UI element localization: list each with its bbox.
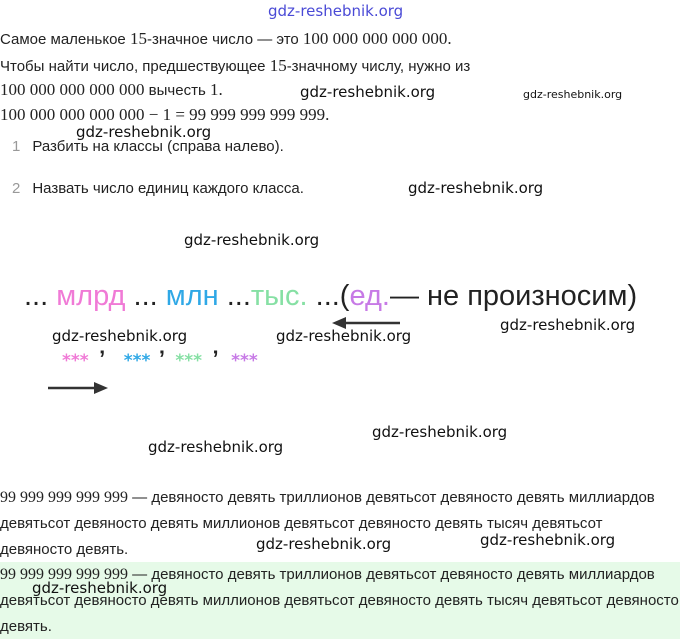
watermark: gdz-reshebnik.org xyxy=(76,123,212,141)
watermark-small: gdz-reshebnik.org xyxy=(523,88,623,101)
intro-line-2 xyxy=(0,56,470,76)
math-15: 15 xyxy=(269,56,287,75)
ellipsis: ... xyxy=(24,280,57,312)
not-pronounced-note: — не произносим) xyxy=(389,280,638,312)
digit-group-mln: *** xyxy=(123,351,151,371)
watermark: gdz-reshebnik.org xyxy=(184,231,320,249)
math-number: 100 000 000 000 000 xyxy=(0,80,145,99)
intro-line-1 xyxy=(0,29,452,49)
class-tys: тыс. xyxy=(250,280,308,312)
watermark: gdz-reshebnik.org xyxy=(300,83,436,101)
ellipsis: ...( xyxy=(307,280,350,312)
class-separator: ’ xyxy=(99,346,106,371)
intro-text: Чтобы найти число, предшествующее xyxy=(0,58,270,75)
intro-text: -значное число — это xyxy=(146,31,303,48)
answer-text: — девяносто девять триллионов девятьсот девяносто девять миллиардов девятьсот девяносто девять миллионов девятьсот девяносто девять тысяч девятьсот девяносто девять. xyxy=(0,489,655,558)
watermark: gdz-reshebnik.org xyxy=(408,179,544,197)
step-item xyxy=(12,138,284,155)
intro-text: -значному числу, нужно из xyxy=(286,58,471,75)
step-number: 1 xyxy=(12,138,21,155)
class-mln: млн xyxy=(165,280,219,312)
step-number: 2 xyxy=(12,180,21,197)
digit-group-ed: *** xyxy=(231,351,258,371)
math-15: 15 xyxy=(129,29,147,48)
intro-text: вычесть xyxy=(144,82,210,99)
intro-text: Самое маленькое xyxy=(0,31,130,48)
watermark: gdz-reshebnik.org xyxy=(372,423,508,441)
watermark: gdz-reshebnik.org xyxy=(52,327,188,345)
math-number: 100 000 000 000 000. xyxy=(302,29,452,48)
digit-group-tys: *** xyxy=(175,351,203,371)
arrow-right-icon xyxy=(46,380,110,396)
watermark: gdz-reshebnik.org xyxy=(480,531,616,549)
step-text: Разбить на классы (справа налево). xyxy=(32,138,284,155)
watermark: gdz-reshebnik.org xyxy=(256,535,392,553)
answer-number: 99 999 999 999 999 xyxy=(0,489,128,506)
class-separator: ’ xyxy=(158,346,165,371)
math-1: 1. xyxy=(209,80,223,99)
intro-line-3 xyxy=(0,80,223,100)
class-separator: ’ xyxy=(212,346,219,371)
ellipsis: ... xyxy=(125,280,166,312)
step-item xyxy=(12,180,304,197)
answer-text: — девяносто девять триллионов девятьсот девяносто девять миллиардов девятьсот девяносто девять миллионов девятьсот девяносто девять тысяч девятьсот девяносто девять. xyxy=(0,566,679,635)
ellipsis: ... xyxy=(218,280,251,312)
answer-paragraph-highlighted xyxy=(0,562,680,639)
class-groups-row xyxy=(62,346,258,372)
class-mlrd: млрд xyxy=(56,280,126,312)
class-diagram xyxy=(24,280,637,313)
watermark: gdz-reshebnik.org xyxy=(32,579,168,597)
intro-equation: 100 000 000 000 000 − 1 = 99 999 999 999 999. xyxy=(0,105,330,124)
watermark: gdz-reshebnik.org xyxy=(500,316,636,334)
watermark: gdz-reshebnik.org xyxy=(276,327,412,345)
watermark-top: gdz-reshebnik.org xyxy=(268,2,404,20)
answer-number: 99 999 999 999 999 xyxy=(0,566,128,583)
class-ed: ед. xyxy=(349,280,390,312)
watermark: gdz-reshebnik.org xyxy=(148,438,284,456)
digit-group-mlrd: *** xyxy=(62,351,89,371)
step-text: Назвать число единиц каждого класса. xyxy=(32,180,304,197)
